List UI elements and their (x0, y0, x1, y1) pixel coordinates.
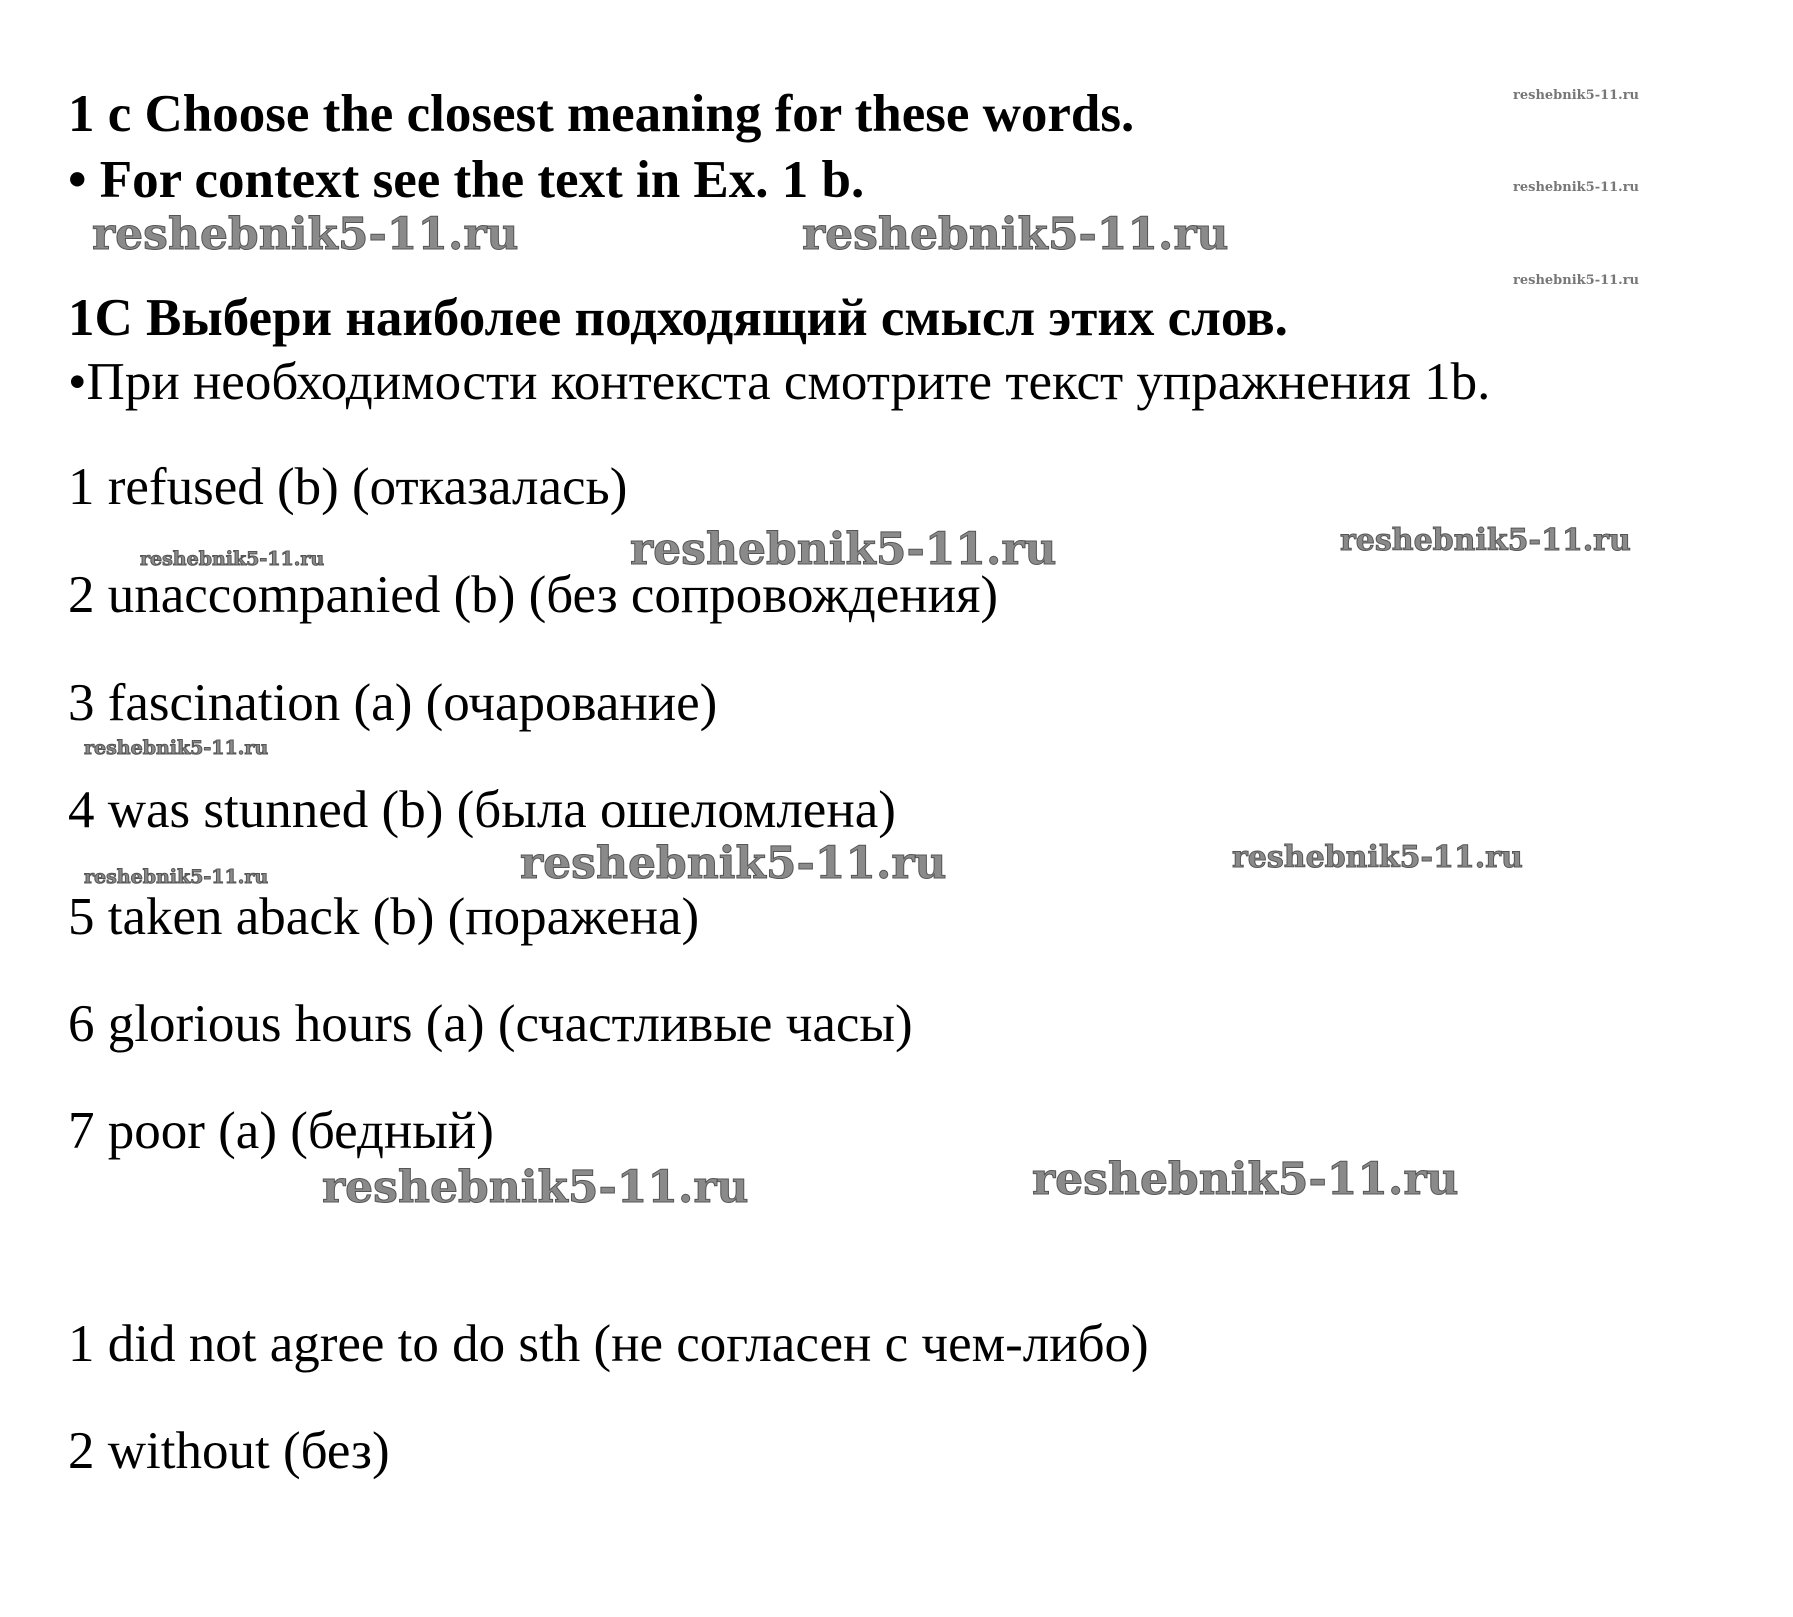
answer-item: 2 unaccompanied (b) (без сопровождения) (68, 566, 998, 624)
exercise-subtitle-ru: •При необходимости контекста смотрите текст упражнения 1b. (68, 353, 1491, 411)
watermark: reshebnik5-11.ru (802, 209, 1229, 260)
answer-item: 7 poor (a) (бедный) (68, 1102, 494, 1160)
watermark: reshebnik5-11.ru (84, 737, 269, 759)
definition-item: 2 without (без) (68, 1422, 390, 1480)
watermark: reshebnik5-11.ru (1513, 88, 1640, 103)
watermark: reshebnik5-11.ru (92, 209, 519, 260)
answer-item: 1 refused (b) (отказалась) (68, 458, 628, 516)
watermark: reshebnik5-11.ru (1513, 180, 1640, 195)
watermark: reshebnik5-11.ru (1032, 1154, 1459, 1205)
exercise-title-en: 1 c Choose the closest meaning for these words. (68, 85, 1135, 143)
watermark: reshebnik5-11.ru (1232, 840, 1523, 875)
watermark: reshebnik5-11.ru (630, 524, 1057, 575)
answer-item: 6 glorious hours (a) (счастливые часы) (68, 995, 913, 1053)
exercise-title-ru: 1C Выбери наиболее подходящий смысл этих слов. (68, 289, 1288, 347)
watermark: reshebnik5-11.ru (1340, 523, 1631, 558)
answer-item: 5 taken aback (b) (поражена) (68, 888, 700, 946)
watermark: reshebnik5-11.ru (84, 866, 269, 888)
answer-item: 3 fascination (a) (очарование) (68, 674, 718, 732)
watermark: reshebnik5-11.ru (1513, 273, 1640, 288)
watermark: reshebnik5-11.ru (520, 838, 947, 889)
watermark: reshebnik5-11.ru (140, 548, 325, 570)
watermark: reshebnik5-11.ru (322, 1162, 749, 1213)
definition-item: 1 did not agree to do sth (не согласен с чем-либо) (68, 1315, 1149, 1373)
answer-item: 4 was stunned (b) (была ошеломлена) (68, 781, 896, 839)
exercise-subtitle-en: • For context see the text in Ex. 1 b. (68, 151, 865, 209)
